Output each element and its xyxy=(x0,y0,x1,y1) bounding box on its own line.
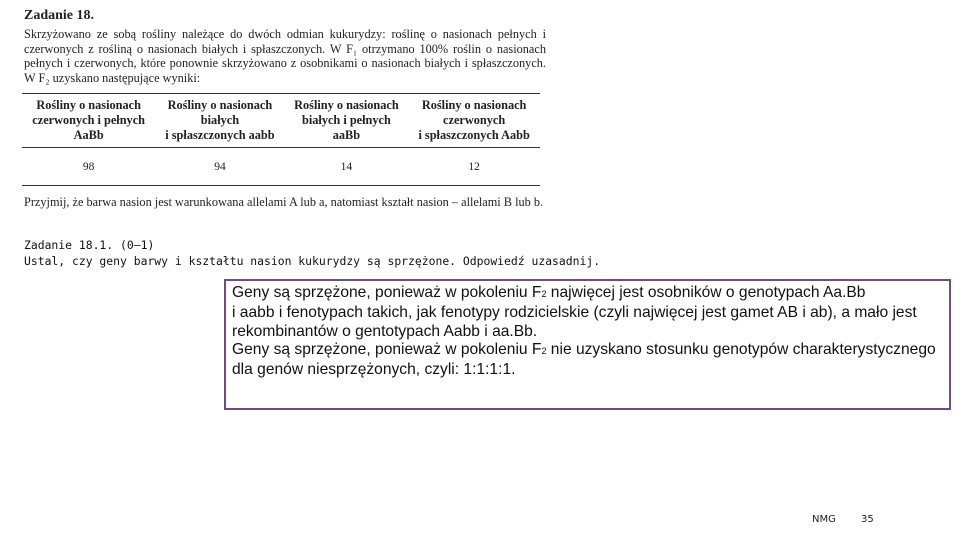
results-table xyxy=(22,93,540,186)
header-red-full: Rośliny o nasionach czerwonych i pełnych AaBb xyxy=(22,94,155,148)
header-white-flat: Rośliny o nasionach białych i spłaszczonych aabb xyxy=(155,94,284,148)
subscript: 2 xyxy=(541,289,547,299)
results-header-row xyxy=(22,94,540,148)
page-number: 35 xyxy=(861,514,874,525)
problem-intro: Skrzyżowano ze sobą rośliny należące do dwóch odmian kukurydzy: roślinę o nasionach pełnych i czerwonych z rośliną o nasionach białych i spłaszczonych. W F₁ otrzymano 100% roślin o nasionach pełnych i czerwonych, które ponownie skrzyżowano z osobnikami o nasionach białych i spłaszczonych. W F₂ uzyskano następujące wyniki: xyxy=(24,27,546,85)
value-cell: 12 xyxy=(408,148,540,186)
value-cell: 94 xyxy=(155,148,284,186)
answer-paragraph-1: Geny są sprzężone, ponieważ w pokoleniu F2 najwięcej jest osobników o genotypach Aa.Bb xyxy=(232,284,866,301)
task-title: Zadanie 18.1. (0–1) xyxy=(24,238,155,252)
task-instruction: Ustal, czy geny barwy i kształtu nasion kukurydzy są sprzężone. Odpowiedź uzasadnij. xyxy=(24,254,601,268)
task-block xyxy=(24,237,600,269)
subscript: 2 xyxy=(541,346,547,357)
problem-scan xyxy=(22,8,546,209)
answer-paragraph-1-cont: i aabb i fenotypach takich, jak fenotypy rodzicielskie (czyli najwięcej jest gamet AB i ab), a mało jest rekombinantów o gentotypach Aabb i aa.Bb. xyxy=(232,303,917,340)
problem-note: Przyjmij, że barwa nasion jest warunkowana allelami A lub a, natomiast kształt nasion – allelami B lub b. xyxy=(24,195,544,209)
header-white-full: Rośliny o nasionach białych i pełnych aaBb xyxy=(285,94,409,148)
answer-box xyxy=(224,279,951,410)
footer-author: NMG xyxy=(812,514,836,525)
value-cell: 98 xyxy=(22,148,155,186)
problem-title: Zadanie 18. xyxy=(24,8,95,23)
results-value-row xyxy=(22,148,540,186)
answer-paragraph-2: Geny są sprzężone, ponieważ w pokoleniu F2 nie uzyskano stosunku genotypów charakterystycznego dla genów niesprzężonych, czyli: 1:1:1:1. xyxy=(232,341,936,379)
value-cell: 14 xyxy=(285,148,409,186)
header-red-flat: Rośliny o nasionach czerwonych i spłaszczonych Aabb xyxy=(408,94,540,148)
